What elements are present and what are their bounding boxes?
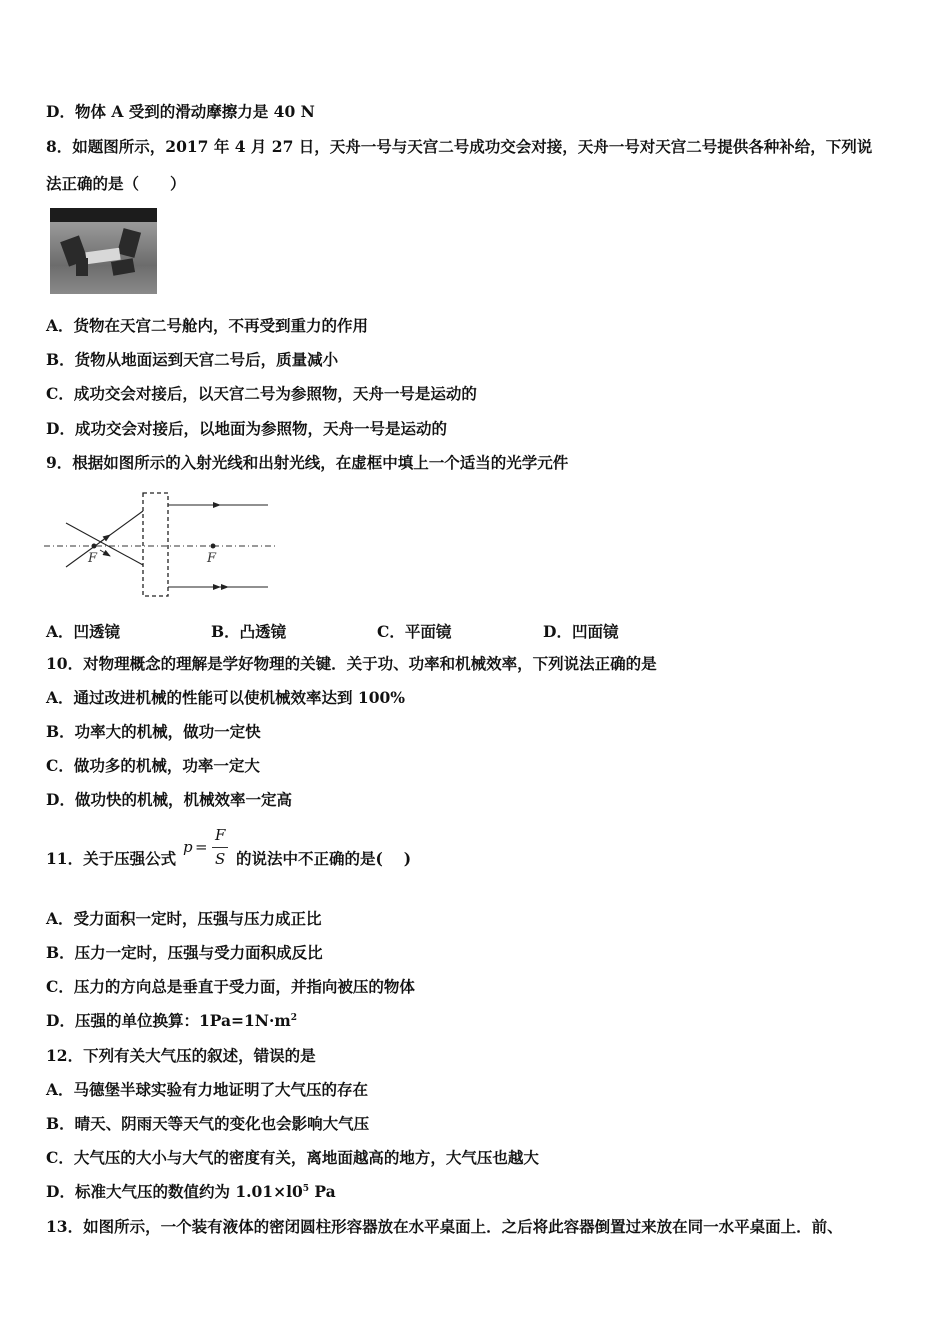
q11-option-d: D．压强的单位换算：$1Pa=1N\cdot m^2$ [46, 1011, 298, 1030]
focus-right-label: F [207, 551, 217, 566]
q8-stem-line2: 法正确的是（ ） [46, 174, 186, 193]
q12-option-b: B．晴天、阴雨天等天气的变化也会影响大气压 [46, 1114, 370, 1133]
q10-option-d: D．做功快的机械，机械效率一定高 [46, 790, 292, 809]
q9-option-b: B．凸透镜 [211, 622, 287, 641]
optics-diagram [40, 488, 280, 603]
pressure-formula [183, 826, 233, 868]
q8-stem-line1: 8．如题图所示，2017 年 4 月 27 日，天舟一号与天宫二号成功交会对接，天舟一号对天宫二号提供各种补给，下列说 [46, 137, 873, 156]
q9-option-d: D．凹面镜 [543, 622, 619, 641]
q9-option-a: A．凹透镜 [46, 622, 121, 641]
focus-left-label: F [88, 551, 98, 566]
q11-stem-after: 的说法中不正确的是( ) [236, 849, 412, 868]
formula-numerator: F [215, 826, 226, 844]
q12-stem: 12．下列有关大气压的叙述，错误的是 [46, 1046, 316, 1065]
dashed-box [143, 493, 168, 596]
focus-left-point [92, 544, 97, 549]
q12-option-d: D．标准大气压的数值约为 $1.01\times l0^5$ Pa [46, 1182, 336, 1201]
q8-option-b: B．货物从地面运到天宫二号后，质量减小 [46, 350, 339, 369]
q11-stem-before: 11．关于压强公式 [46, 849, 177, 868]
q10-option-a: A．通过改进机械的性能可以使机械效率达到 100% [46, 688, 406, 707]
q10-stem: 10．对物理概念的理解是学好物理的关键．关于功、功率和机械效率，下列说法正确的是 [46, 654, 657, 673]
formula-denominator: S [215, 850, 226, 868]
q8-option-a: A．货物在天宫二号舱内，不再受到重力的作用 [46, 316, 369, 335]
q12-option-a: A．马德堡半球实验有力地证明了大气压的存在 [46, 1080, 369, 1099]
formula-lhs: p [183, 838, 193, 856]
q8-option-c: C．成功交会对接后，以天宫二号为参照物，天舟一号是运动的 [46, 384, 477, 403]
focus-right-point [211, 544, 216, 549]
q9-stem: 9．根据如图所示的入射光线和出射光线，在虚框中填上一个适当的光学元件 [46, 453, 569, 472]
q12-option-c: C．大气压的大小与大气的密度有关，离地面越高的地方，大气压也越大 [46, 1148, 539, 1167]
q11-option-c: C．压力的方向总是垂直于受力面，并指向被压的物体 [46, 977, 415, 996]
q10-option-b: B．功率大的机械，做功一定快 [46, 722, 261, 741]
q8-option-d: D．成功交会对接后，以地面为参照物，天舟一号是运动的 [46, 419, 447, 438]
space-station-photo [50, 208, 157, 294]
q9-option-c: C．平面镜 [377, 622, 452, 641]
q11-option-a: A．受力面积一定时，压强与压力成正比 [46, 909, 322, 928]
q10-option-c: C．做功多的机械，功率一定大 [46, 756, 260, 775]
q13-stem: 13．如图所示，一个装有液体的密闭圆柱形容器放在水平桌面上．之后将此容器倒置过来放在同一水平桌面上．前、 [46, 1217, 843, 1236]
q7-option-d: D．物体 A 受到的滑动摩擦力是 40 N [46, 102, 315, 121]
formula-eq: = [195, 838, 208, 856]
q11-option-b: B．压力一定时，压强与受力面积成反比 [46, 943, 323, 962]
